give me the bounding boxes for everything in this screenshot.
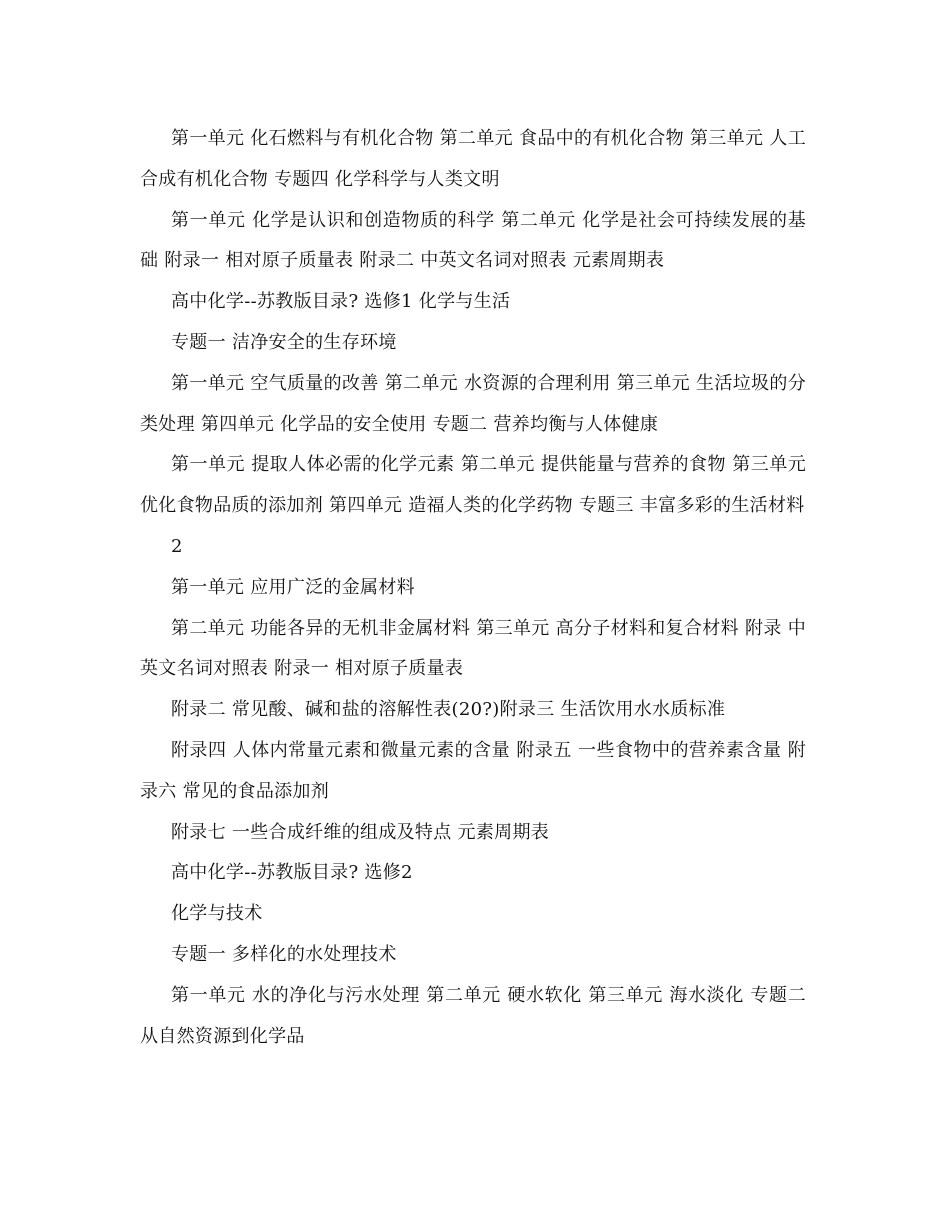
paragraph: 高中化学--苏教版目录? 选修2 xyxy=(171,862,413,884)
paragraph: 第一单元 提取人体必需的化学元素 第二单元 提供能量与营养的食物 第三单元 优化食物品质的添加剂 第四单元 造福人类的化学药物 专题三 丰富多彩的生活材料 xyxy=(140,454,806,517)
paragraph: 高中化学--苏教版目录? 选修1 化学与生活 xyxy=(171,291,511,313)
document-body xyxy=(140,119,806,1057)
paragraph: 第二单元 功能各异的无机非金属材料 第三单元 高分子材料和复合材料 附录 中英文名词对照表 附录一 相对原子质量表 xyxy=(140,617,806,680)
paragraph: 第一单元 空气质量的改善 第二单元 水资源的合理利用 第三单元 生活垃圾的分类处理 第四单元 化学品的安全使用 专题二 营养均衡与人体健康 xyxy=(140,372,806,435)
paragraph: 附录七 一些合成纤维的组成及特点 元素周期表 xyxy=(171,821,550,843)
paragraph: 第一单元 水的净化与污水处理 第二单元 硬水软化 第三单元 海水淡化 专题二 从自然资源到化学品 xyxy=(140,984,806,1047)
paragraph: 化学与技术 xyxy=(171,903,263,925)
paragraph: 专题一 多样化的水处理技术 xyxy=(171,943,397,965)
page-number: 2 xyxy=(171,535,183,557)
paragraph: 第一单元 化学是认识和创造物质的科学 第二单元 化学是社会可持续发展的基础 附录一 相对原子质量表 附录二 中英文名词对照表 元素周期表 xyxy=(140,209,806,272)
paragraph: 专题一 洁净安全的生存环境 xyxy=(171,331,397,353)
paragraph: 第一单元 化石燃料与有机化合物 第二单元 食品中的有机化合物 第三单元 人工合成有机化合物 专题四 化学科学与人类文明 xyxy=(140,128,806,190)
paragraph: 第一单元 应用广泛的金属材料 xyxy=(171,576,415,598)
paragraph: 附录二 常见酸、碱和盐的溶解性表(20?)附录三 生活饮用水水质标准 xyxy=(171,699,726,721)
paragraph: 附录四 人体内常量元素和微量元素的含量 附录五 一些食物中的营养素含量 附录六 常见的食品添加剂 xyxy=(140,739,806,802)
